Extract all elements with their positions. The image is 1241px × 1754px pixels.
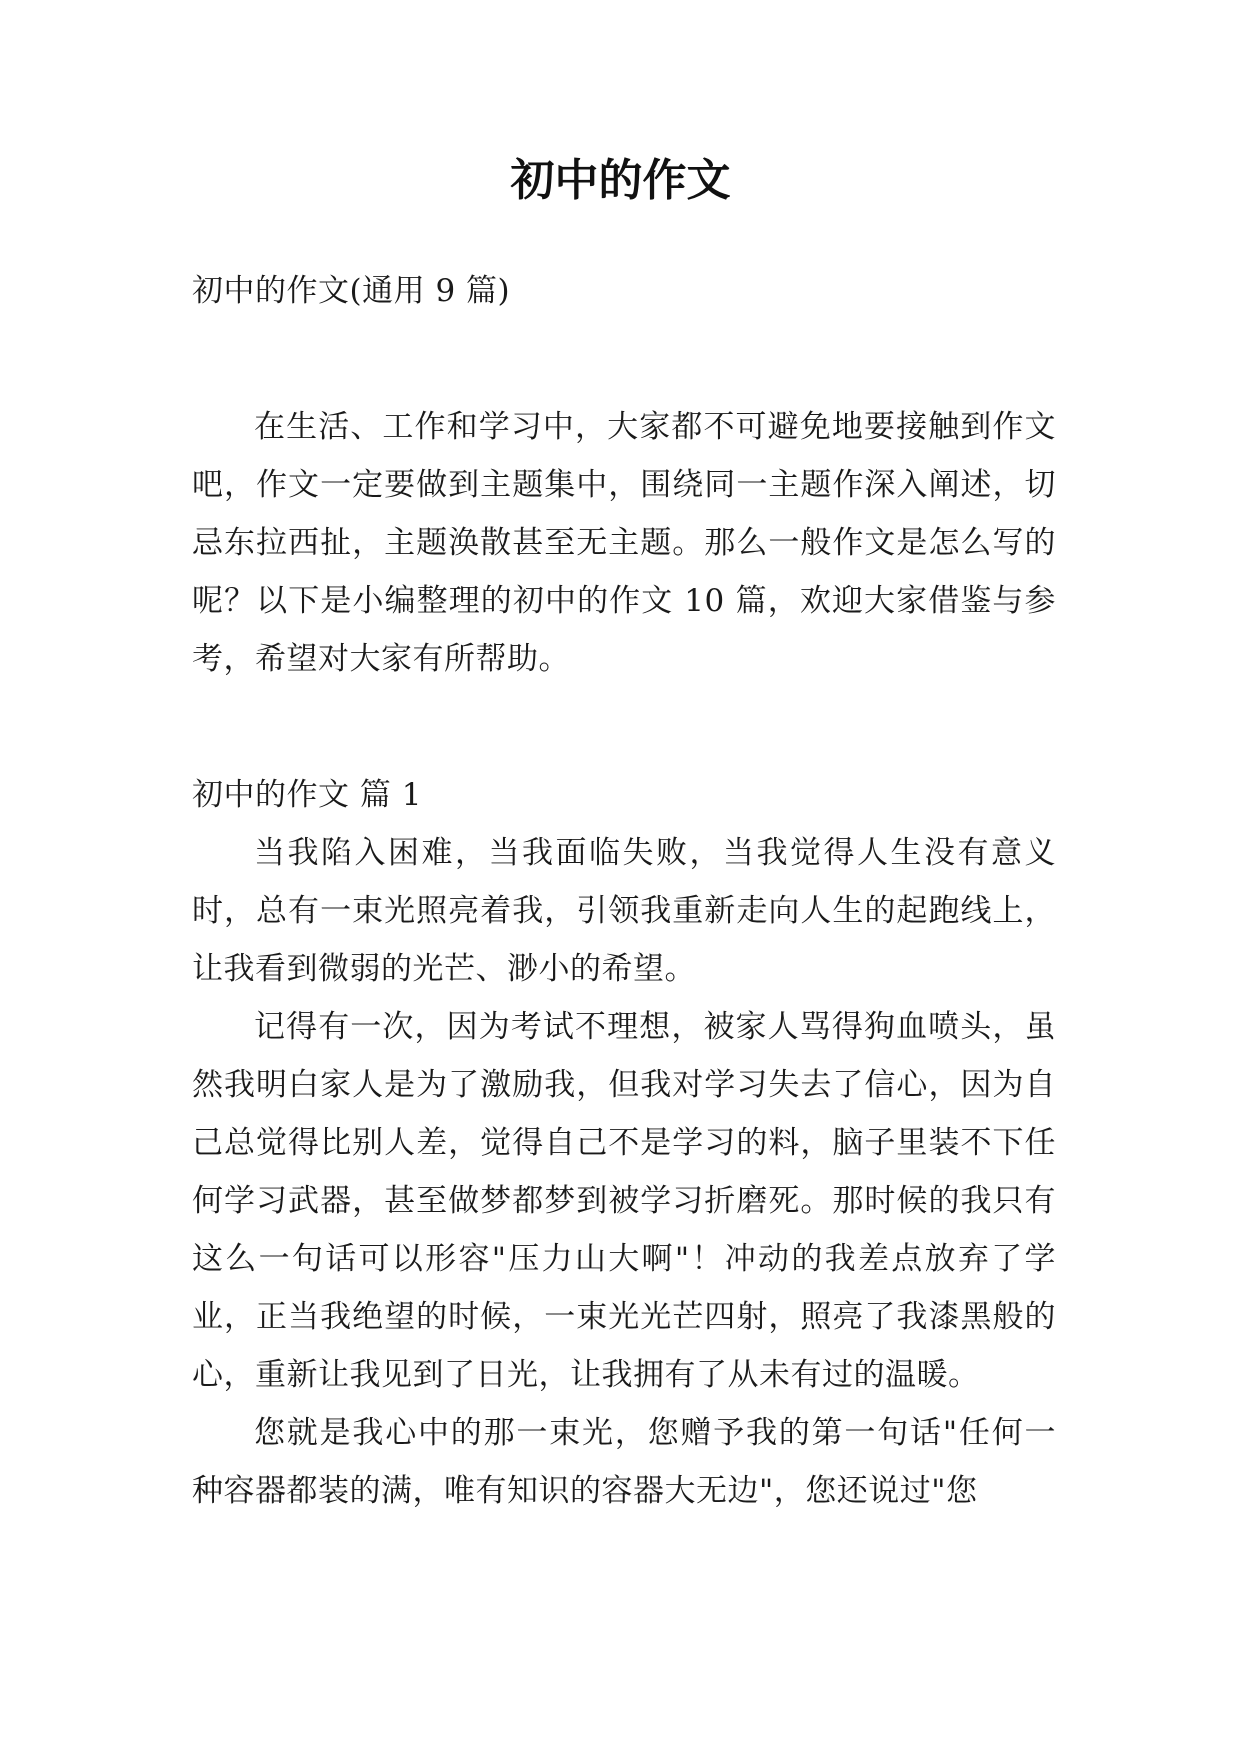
document-title: 初中的作文 xyxy=(510,155,731,206)
section-heading: 初中的作文 篇 1 xyxy=(192,777,422,813)
body-paragraph: 当我陷入困难，当我面临失败，当我觉得人生没有意义时，总有一束光照亮着我，引领我重新走向人生的起跑线上，让我看到微弱的光芒、渺小的希望。 xyxy=(192,835,1056,987)
intro-paragraph: 在生活、工作和学习中，大家都不可避免地要接触到作文吧，作文一定要做到主题集中，围绕同一主题作深入阐述，切忌东拉西扯，主题涣散甚至无主题。那么一般作文是怎么写的呢？以下是小编整理的初中的作文 10 篇，欢迎大家借鉴与参考，希望对大家有所帮助。 xyxy=(192,409,1056,677)
spacer xyxy=(192,688,1056,766)
spacer xyxy=(192,320,1056,398)
body-paragraph: 您就是我心中的那一束光，您赠予我的第一句话"任何一种容器都装的满，唯有知识的容器大无边"，您还说过"您 xyxy=(192,1415,1056,1509)
body-paragraph: 记得有一次，因为考试不理想，被家人骂得狗血喷头，虽然我明白家人是为了激励我，但我对学习失去了信心，因为自己总觉得比别人差，觉得自己不是学习的料，脑子里装不下任何学习武器，甚至做梦都梦到被学习折磨死。那时候的我只有这么一句话可以形容"压力山大啊"！冲动的我差点放弃了学业，正当我绝望的时候，一束光光芒四射，照亮了我漆黑般的心，重新让我见到了日光，让我拥有了从未有过的温暖。 xyxy=(192,1009,1056,1393)
document-body xyxy=(192,262,1056,1520)
document-subtitle: 初中的作文(通用 9 篇) xyxy=(192,273,511,309)
